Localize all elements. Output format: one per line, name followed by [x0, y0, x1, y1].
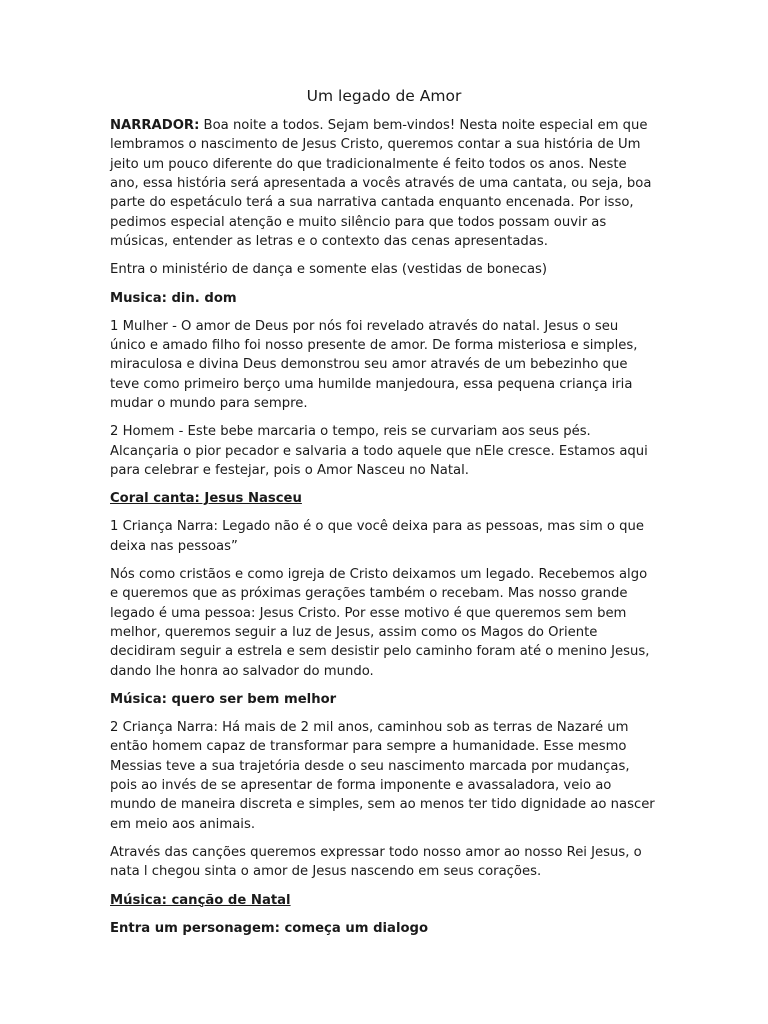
entra-ministerio-paragraph: Entra o ministério de dança e somente elas (vestidas de bonecas)	[110, 262, 548, 278]
nos-paragraph: Nós como cristãos e como igreja de Cristo deixamos um legado. Recebemos algo e queremos que as próximas gerações também o recebam. Mas nosso grande legado é uma pessoa: Jesus Cristo. Por esse motivo é que queremos sem bem melhor, queremos seguir a luz de Jesus, assim como os Magos do Oriente decidiram seguir a estrela e sem desistir pelo caminho foram até o menino Jesus, dando lhe honra ao salvador do mundo.	[110, 567, 650, 679]
heading-entra-personagem: Entra um personagem: começa um dialogo	[110, 920, 429, 936]
narrador-paragraph	[110, 116, 658, 251]
atraves-paragraph: Através das canções queremos expressar todo nosso amor ao nosso Rei Jesus, o nata l chegou sinta o amor de Jesus nascendo em seus corações.	[110, 844, 642, 880]
homem-paragraph: 2 Homem - Este bebe marcaria o tempo, reis se curvariam aos seus pés. Alcançaria o pior pecador e salvaria a todo aquele que nEle cresce. Estamos aqui para celebrar e festejar, pois o Amor Nasceu no Natal.	[110, 424, 648, 478]
heading-musica-din-dom: Musica: din. dom	[110, 290, 237, 306]
mulher-paragraph: 1 Mulher - O amor de Deus por nós foi revelado através do natal. Jesus o seu único e amado filho foi nosso presente de amor. De forma misteriosa e simples, miraculosa e divina Deus demonstrou seu amor através de um bebezinho que teve como primeiro berço uma humilde manjedoura, essa pequena criança iria mudar o mundo para sempre.	[110, 318, 638, 411]
heading-musica-cancao: Música: canção de Natal	[110, 892, 291, 908]
heading-coral-canta: Coral canta: Jesus Nasceu	[110, 491, 302, 507]
crianca1-paragraph: 1 Criança Narra: Legado não é o que você deixa para as pessoas, mas sim o que deixa nas pessoas”	[110, 519, 644, 554]
document-title: Um legado de Amor	[306, 87, 462, 105]
crianca2-paragraph: 2 Criança Narra: Há mais de 2 mil anos, caminhou sob as terras de Nazaré um então homem capaz de transformar para sempre a humanidade. Esse mesmo Messias teve a sua trajetória desde o seu nascimento marcada por mudanças, pois ao invés de se apresentar de forma imponente e avassaladora, veio ao mundo de maneira discreta e simples, sem ao menos ter tido dignidade ao nascer em meio aos animais.	[110, 720, 655, 832]
narrador-text: Boa noite a todos. Sejam bem-vindos! Nesta noite especial em que lembramos o nascimento de Jesus Cristo, queremos contar a sua história de Um jeito um pouco diferente do que tradicionalmente é feito todos os anos. Neste ano, essa história será apresentada a vocês através de uma cantata, ou seja, boa parte do espetáculo terá a sua narrativa cantada enquanto encenada. Por isso, pedimos especial atenção e muito silêncio para que todos possam ouvir as músicas, entender as letras e o contexto das cenas apresentadas.	[110, 118, 652, 249]
document-page	[110, 86, 658, 947]
heading-musica-quero: Música: quero ser bem melhor	[110, 691, 337, 707]
narrador-label: NARRADOR:	[110, 118, 200, 134]
